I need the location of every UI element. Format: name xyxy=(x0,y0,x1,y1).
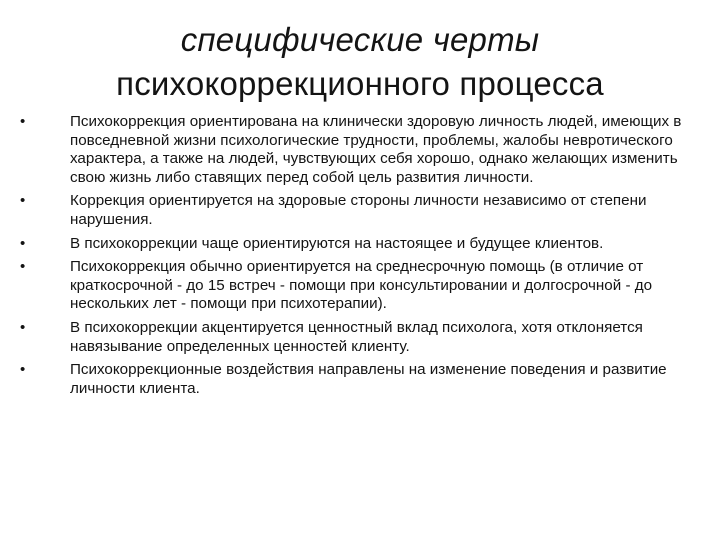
bullet-text: Коррекция ориентируется на здоровые стороны личности независимо от степени нарушения. xyxy=(70,192,647,228)
bullet-icon: • xyxy=(20,192,26,210)
bullet-icon: • xyxy=(20,234,26,252)
title-line-2: психокоррекционного процесса xyxy=(116,65,604,102)
bullet-text: Психокоррекционные воздействия направлены на изменение поведения и развитие личности клиента. xyxy=(70,361,667,397)
bullet-icon: • xyxy=(20,318,26,336)
title-line-1: специфические черты xyxy=(180,21,540,58)
slide-title xyxy=(40,18,680,106)
bullet-icon: • xyxy=(20,361,26,379)
bullet-text: Психокоррекция обычно ориентируется на среднесрочную помощь (в отличие от краткосрочной - до 15 встреч - помощи при консультировании и долгосрочной - до нескольких лет - помощи при психотерапии). xyxy=(70,258,653,313)
bullet-icon: • xyxy=(20,258,26,276)
bullet-icon: • xyxy=(20,113,26,130)
bullet-text: В психокоррекции чаще ориентируются на настоящее и будущее клиентов. xyxy=(70,234,604,252)
bullet-text: В психокоррекции акцентируется ценностный вклад психолога, хотя отклоняется навязывание определенных ценностей клиенту. xyxy=(70,318,643,355)
bullet-item xyxy=(20,235,694,254)
bullet-item xyxy=(20,113,694,187)
bullet-text: Психокоррекция ориентирована на клинически здоровую личность людей, имеющих в повседневной жизни психологические трудности, проблемы, жалобы невротического характера, а также на людей, чувствующих себя хорошо, однако желающих изменить свою жизнь либо ставящих перед собой цель развития личности. xyxy=(70,113,682,186)
bullet-item xyxy=(20,192,694,229)
bullet-item xyxy=(20,258,694,314)
bullet-item xyxy=(20,319,694,356)
bullet-list xyxy=(20,113,694,403)
bullet-item xyxy=(20,361,694,398)
